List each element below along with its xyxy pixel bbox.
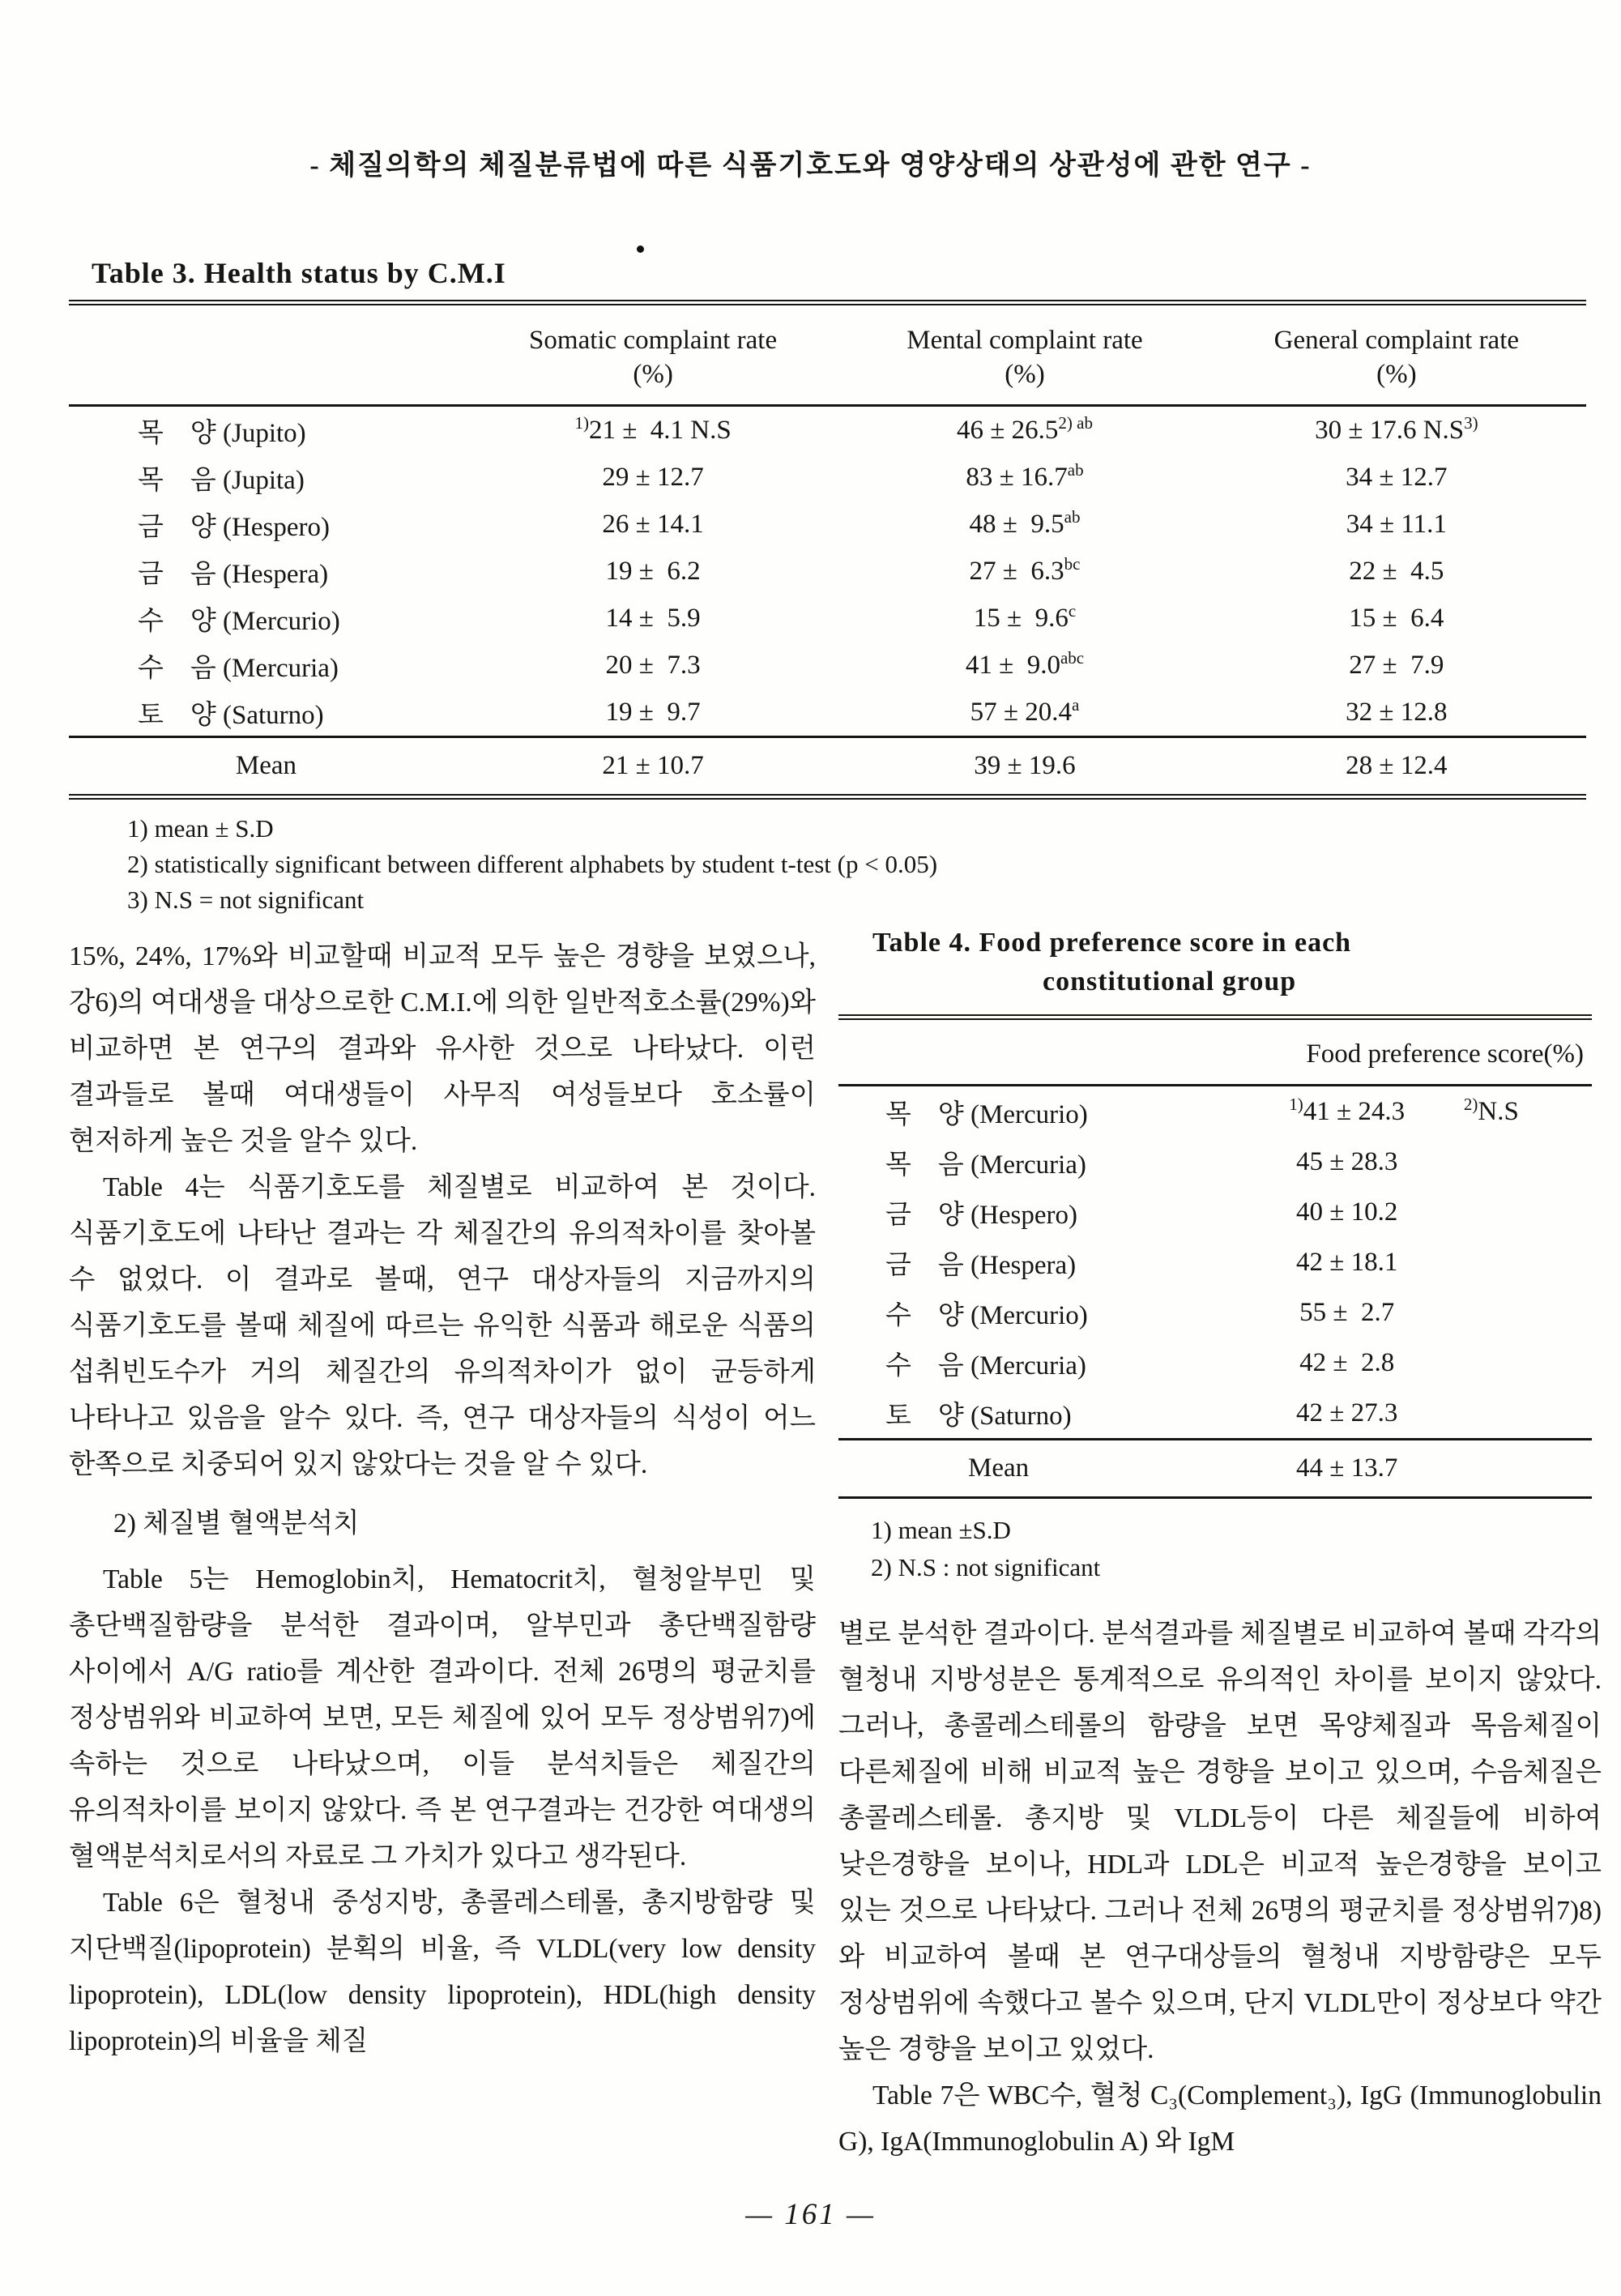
- significance-marker: c: [1068, 600, 1077, 621]
- general-value: [1207, 698, 1586, 728]
- mental-value: [842, 647, 1207, 681]
- table-row: [69, 501, 1586, 548]
- footnote: 2) statistically significant between different alphabets by student t-test (p < 0.05): [127, 850, 938, 878]
- somatic-value: [463, 651, 842, 681]
- significance-marker: abc: [1060, 647, 1085, 668]
- footnote: 1) mean ± S.D: [127, 814, 274, 843]
- row-label: 금 음 (Hespera): [885, 1250, 1077, 1280]
- value-text: 20 ± 7.3: [605, 650, 701, 680]
- ink-dot: [637, 245, 644, 253]
- somatic-mean: 21 ± 10.7: [602, 751, 704, 780]
- score-value: 42 ± 2.8: [1299, 1347, 1395, 1377]
- paragraph: 별로 분석한 결과이다. 분석결과를 체질별로 비교하여 볼때 각각의 혈청내 지방성분은 통계적으로 유의적인 차이를 보이지 않았다. 그러나, 총콜레스테롤의 함량을 보면 목양체질과 목음체질이 다른체질에 비해 비교적 높은 경향을 보이고 있으며, 수음체질은 총콜레스테롤. 총지방 및 VLDL등이 다른 체질들에 비하여 낮은경향을 보이나, HDL과 LDL은 비교적 높은경향을 보이고 있는 것으로 나타났다. 그러나 전체 26명의 평균치를 정상범위7)8)와 비교하여 볼때 본 연구대상들의 혈청내 지방함량은 모두 정상범위에 속했다고 볼수 있으며, 단지 VLDL만이 정상보다 약간 높은 경향을 보이고 있었다.: [838, 1619, 1602, 2064]
- significance-marker: 2) ab: [1058, 412, 1093, 433]
- mental-value: [842, 553, 1207, 587]
- table-row: [838, 1338, 1592, 1388]
- table3-caption: Table 3. Health status by C.M.I: [92, 257, 506, 289]
- value-text: 27 ± 6.3: [969, 556, 1064, 586]
- row-label: 금 양 (Hespero): [138, 512, 330, 542]
- paragraph: Table 6은 혈청내 중성지방, 총콜레스테롤, 총지방함량 및 지단백질(lipoprotein) 분획의 비율, 즉 VLDL(very low density lipoprotein), LDL(low density lipoprotein), HDL(high density lipoprotein)의 비율을 체질: [69, 1888, 816, 2056]
- table4: [838, 1014, 1592, 1499]
- footnote: 1) mean ±S.D: [871, 1516, 1011, 1544]
- table-row: [69, 407, 1586, 454]
- row-label: 토 양 (Saturno): [138, 700, 324, 730]
- table-row: [838, 1187, 1592, 1237]
- table4-caption-line1: Table 4. Food preference score in each: [872, 928, 1352, 958]
- table-row: [838, 1086, 1592, 1137]
- table4-footnotes: [871, 1512, 1592, 1586]
- table3-header-spacer: [69, 323, 463, 391]
- paragraph: Table 7은 WBC수, 혈청 C₃(Complement₃), IgG (Immunoglobulin G), IgA(Immunoglobulin A) 와 IgM: [838, 2080, 1602, 2157]
- somatic-value: [463, 412, 842, 446]
- table-row: [838, 1388, 1592, 1438]
- column-header-label: General complaint rate (%): [1273, 326, 1520, 389]
- somatic-value: [463, 557, 842, 587]
- table3-column-header: [842, 323, 1207, 391]
- general-value: [1207, 463, 1586, 493]
- row-label: 목 음 (Mercuria): [885, 1150, 1086, 1180]
- footnote-marker: 2): [1463, 1094, 1478, 1114]
- table-row: [69, 689, 1586, 736]
- row-label: 수 음 (Mercuria): [885, 1351, 1086, 1381]
- value-text: 14 ± 5.9: [605, 603, 701, 633]
- table3: [69, 300, 1586, 800]
- mental-mean: 39 ± 19.6: [974, 751, 1076, 780]
- table-row: [838, 1137, 1592, 1187]
- score-value: 55 ± 2.7: [1299, 1297, 1395, 1327]
- significance-note: [1463, 1094, 1592, 1127]
- row-label: 수 양 (Mercurio): [885, 1300, 1088, 1330]
- value-text: 26 ± 14.1: [602, 509, 704, 539]
- paragraph: 15%, 24%, 17%와 비교할때 비교적 모두 높은 경향을 보였으나, 강6)의 여대생을 대상으로한 C.M.I.에 의한 일반적호소률(29%)와 비교하면 본 연구의 결과와 유사한 것으로 나타났다. 이런 결과들로 볼때 여대생들이 사무직 여성들보다 호소률이 현저하게 높은 것을 알수 있다.: [69, 941, 816, 1156]
- paragraph: Table 4는 식품기호도를 체질별로 비교하여 본 것이다. 식품기호도에 나타난 결과는 각 체질간의 유의적차이를 찾아볼 수 없었다. 이 결과로 볼때, 연구 대상자들의 지금까지의 식품기호도를 볼때 체질에 따르는 유익한 식품과 해로운 식품의 섭취빈도수가 거의 체질간의 유의적차이가 없이 균등하게 나타나고 있음을 알수 있다. 즉, 연구 대상자들의 식성이 어느 한쪽으로 치중되어 있지 않았다는 것을 알 수 있다.: [69, 1172, 816, 1479]
- somatic-value: [463, 463, 842, 493]
- row-label: 수 양 (Mercurio): [138, 606, 340, 636]
- value-text: 19 ± 9.7: [605, 697, 701, 727]
- value-text: 21 ± 4.1 N.S: [588, 415, 732, 445]
- value-text: 46 ± 26.5: [957, 415, 1059, 445]
- value-text: 29 ± 12.7: [602, 462, 704, 492]
- mean-label: Mean: [968, 1453, 1030, 1483]
- table-row: [838, 1237, 1592, 1287]
- significance-marker: ab: [1064, 506, 1081, 527]
- mental-value: [842, 694, 1207, 728]
- significance-marker: bc: [1064, 553, 1081, 574]
- mean-row: [838, 1438, 1592, 1496]
- table-row: [69, 548, 1586, 595]
- value-text: 15 ± 9.6: [973, 603, 1069, 633]
- mental-value: [842, 600, 1207, 634]
- significance-marker: a: [1072, 694, 1080, 715]
- general-mean: 28 ± 12.4: [1346, 751, 1448, 780]
- section-heading: 2) 체질별 혈액분석치: [113, 1509, 360, 1538]
- table-row: [69, 454, 1586, 501]
- footnote-marker: 3): [1464, 412, 1478, 433]
- mental-value: [842, 459, 1207, 493]
- note-text: N.S: [1478, 1096, 1519, 1126]
- table3-footnotes: [127, 811, 1586, 918]
- somatic-value: [463, 604, 842, 634]
- mental-value: [842, 506, 1207, 540]
- value-text: 15 ± 6.4: [1349, 603, 1444, 633]
- score-value: 45 ± 28.3: [1296, 1146, 1398, 1176]
- mental-value: [842, 412, 1207, 446]
- right-column: [838, 1611, 1602, 2165]
- table4-column-header: Food preference score(%): [838, 1020, 1592, 1086]
- value-text: 41 ± 24.3: [1303, 1096, 1406, 1126]
- value-text: 27 ± 7.9: [1349, 650, 1444, 680]
- general-value: [1207, 510, 1586, 540]
- table4-section: [838, 924, 1592, 1586]
- row-label: 금 음 (Hespera): [138, 559, 329, 589]
- somatic-value: [463, 698, 842, 728]
- score-value: 42 ± 27.3: [1296, 1398, 1398, 1428]
- value-text: 41 ± 9.0: [965, 650, 1060, 680]
- footnote: 3) N.S = not significant: [127, 886, 365, 914]
- general-value: [1207, 557, 1586, 587]
- row-label: 목 음 (Jupita): [138, 465, 305, 495]
- value-text: 34 ± 12.7: [1346, 462, 1448, 492]
- mean-value: 44 ± 13.7: [1296, 1453, 1398, 1483]
- row-label: 토 양 (Saturno): [885, 1401, 1072, 1431]
- table-row: [69, 642, 1586, 689]
- table-row: [69, 595, 1586, 642]
- value-text: 57 ± 20.4: [970, 697, 1072, 727]
- row-label: 목 양 (Jupito): [138, 418, 306, 448]
- table3-column-header: [463, 323, 842, 391]
- value-text: 34 ± 11.1: [1346, 509, 1447, 539]
- table-row: [838, 1287, 1592, 1338]
- mean-label: Mean: [235, 751, 297, 780]
- mean-row: [69, 736, 1586, 794]
- general-value: [1207, 651, 1586, 681]
- table3-section: [69, 256, 1586, 918]
- table3-header-row: [69, 305, 1586, 407]
- table3-column-header: [1207, 323, 1586, 391]
- score-value: [1231, 1094, 1464, 1127]
- row-label: 목 양 (Mercurio): [885, 1099, 1088, 1129]
- value-text: 30 ± 17.6 N.S: [1315, 415, 1465, 445]
- page-number: — 161 —: [745, 2198, 876, 2231]
- significance-marker: ab: [1067, 459, 1084, 480]
- value-text: 83 ± 16.7: [966, 462, 1068, 492]
- paragraph: Table 5는 Hemoglobin치, Hematocrit치, 혈청알부민 및 총단백질함량을 분석한 결과이며, 알부민과 총단백질함량 사이에서 A/G ratio를 계산한 결과이다. 전체 26명의 평균치를 정상범위와 비교하여 보면, 모든 체질에 있어 모두 정상범위7)에 속하는 것으로 나타났으며, 이들 분석치들은 체질간의 유의적차이를 보이지 않았다. 즉 본 연구결과는 건강한 여대생의 혈액분석치로서의 자료로 그 가치가 있다고 생각된다.: [69, 1564, 816, 1871]
- footnote: 2) N.S : not significant: [871, 1553, 1101, 1581]
- score-value: 42 ± 18.1: [1296, 1247, 1398, 1277]
- value-text: 32 ± 12.8: [1346, 697, 1448, 727]
- table4-caption-line2: constitutional group: [1043, 967, 1297, 996]
- general-value: [1207, 604, 1586, 634]
- row-label: 수 음 (Mercuria): [138, 653, 339, 683]
- footnote-marker: 1): [1289, 1094, 1303, 1114]
- somatic-value: [463, 510, 842, 540]
- score-value: 40 ± 10.2: [1296, 1197, 1398, 1227]
- row-label: 금 양 (Hespero): [885, 1200, 1077, 1230]
- footnote-marker: 1): [574, 412, 589, 433]
- left-column: [69, 933, 816, 2064]
- value-text: 48 ± 9.5: [969, 509, 1064, 539]
- value-text: 19 ± 6.2: [605, 556, 701, 586]
- running-title: - 체질의학의 체질분류법에 따른 식품기호도와 영양상태의 상관성에 관한 연구 -: [309, 151, 1312, 181]
- column-header-label: Mental complaint rate (%): [906, 326, 1143, 389]
- general-value: [1207, 412, 1586, 446]
- value-text: 22 ± 4.5: [1349, 556, 1444, 586]
- column-header-label: Somatic complaint rate (%): [529, 326, 778, 389]
